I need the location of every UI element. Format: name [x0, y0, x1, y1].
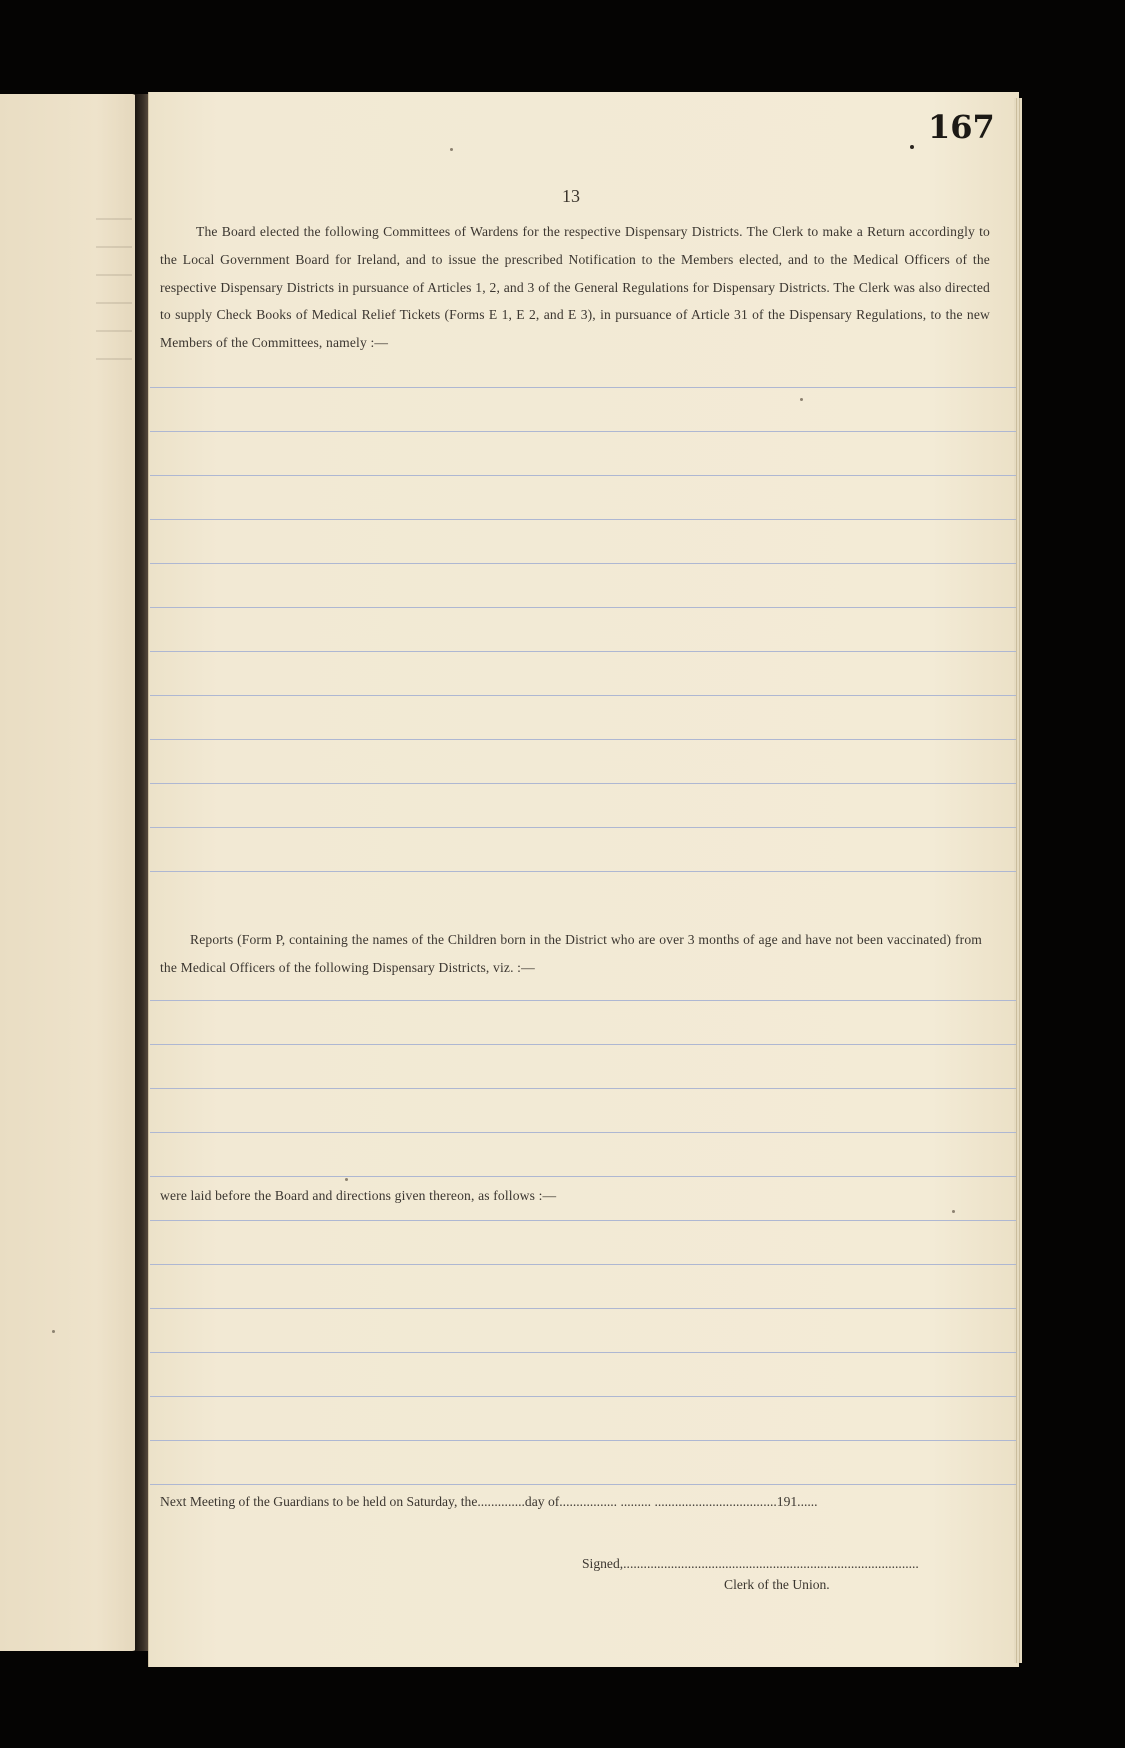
paper-speck: [450, 148, 453, 151]
paper-speck: [800, 398, 803, 401]
ruled-line: [150, 431, 1016, 432]
sheet-number: 13: [562, 186, 580, 206]
ruled-line: [150, 871, 1016, 872]
ruled-line: [150, 1352, 1016, 1353]
ruled-line: [150, 1220, 1016, 1221]
page-edge: [1014, 98, 1022, 1663]
next-meeting-line: Next Meeting of the Guardians to be held on Saturday, the..............day of................. ......... ....................................191......: [160, 1494, 818, 1509]
laid-before-paragraph: were laid before the Board and directions given thereon, as follows :—: [160, 1188, 557, 1203]
ruled-line: [150, 1000, 1016, 1001]
ruled-line: [150, 1396, 1016, 1397]
facing-page: [0, 94, 138, 1651]
ruled-line: [150, 1132, 1016, 1133]
committees-paragraph: The Board elected the following Committees of Wardens for the respective Dispensary Districts. The Clerk to make a Return accordingly to the Local Government Board for Ireland, and to issue the prescribed Notification to the Members elected, and to the Medical Officers of the respective Dispensary Districts in pursuance of Articles 1, 2, and 3 of the General Regulations for Dispensary Districts. The Clerk was also directed to supply Check Books of Medical Relief Tickets (Forms E 1, E 2, and E 3), in pursuance of Article 31 of the Dispensary Regulations, to the new Members of the Committees, namely :—: [160, 224, 990, 351]
book-gutter: [135, 94, 149, 1651]
ruled-line: [150, 1308, 1016, 1309]
ruled-line: [150, 519, 1016, 520]
ruled-line: [150, 1440, 1016, 1441]
ruled-line: [150, 695, 1016, 696]
ruled-line: [150, 783, 1016, 784]
ruled-line: [150, 651, 1016, 652]
paper-speck: [345, 1178, 348, 1181]
clerk-title: Clerk of the Union.: [724, 1577, 830, 1592]
ruled-line: [150, 827, 1016, 828]
paper-speck: [952, 1210, 955, 1213]
page-number: 167: [928, 108, 995, 146]
ruled-line: [150, 607, 1016, 608]
ruled-line: [150, 1484, 1016, 1485]
reports-paragraph: Reports (Form P, containing the names of the Children born in the District who are over 3 months of age and have not been vaccinated) from the Medical Officers of the following Dispensary Districts, viz. :—: [160, 932, 982, 975]
ruled-line: [150, 1176, 1016, 1177]
ruled-line: [150, 475, 1016, 476]
ruled-line: [150, 1088, 1016, 1089]
ruled-line: [150, 563, 1016, 564]
ruled-line: [150, 739, 1016, 740]
ruled-line: [150, 387, 1016, 388]
paper-speck: [52, 1330, 55, 1333]
ruled-line: [150, 1264, 1016, 1265]
signature-line: Signed,.......................................................................................: [582, 1556, 919, 1571]
ruled-line: [150, 1044, 1016, 1045]
ink-dot: [910, 145, 914, 149]
